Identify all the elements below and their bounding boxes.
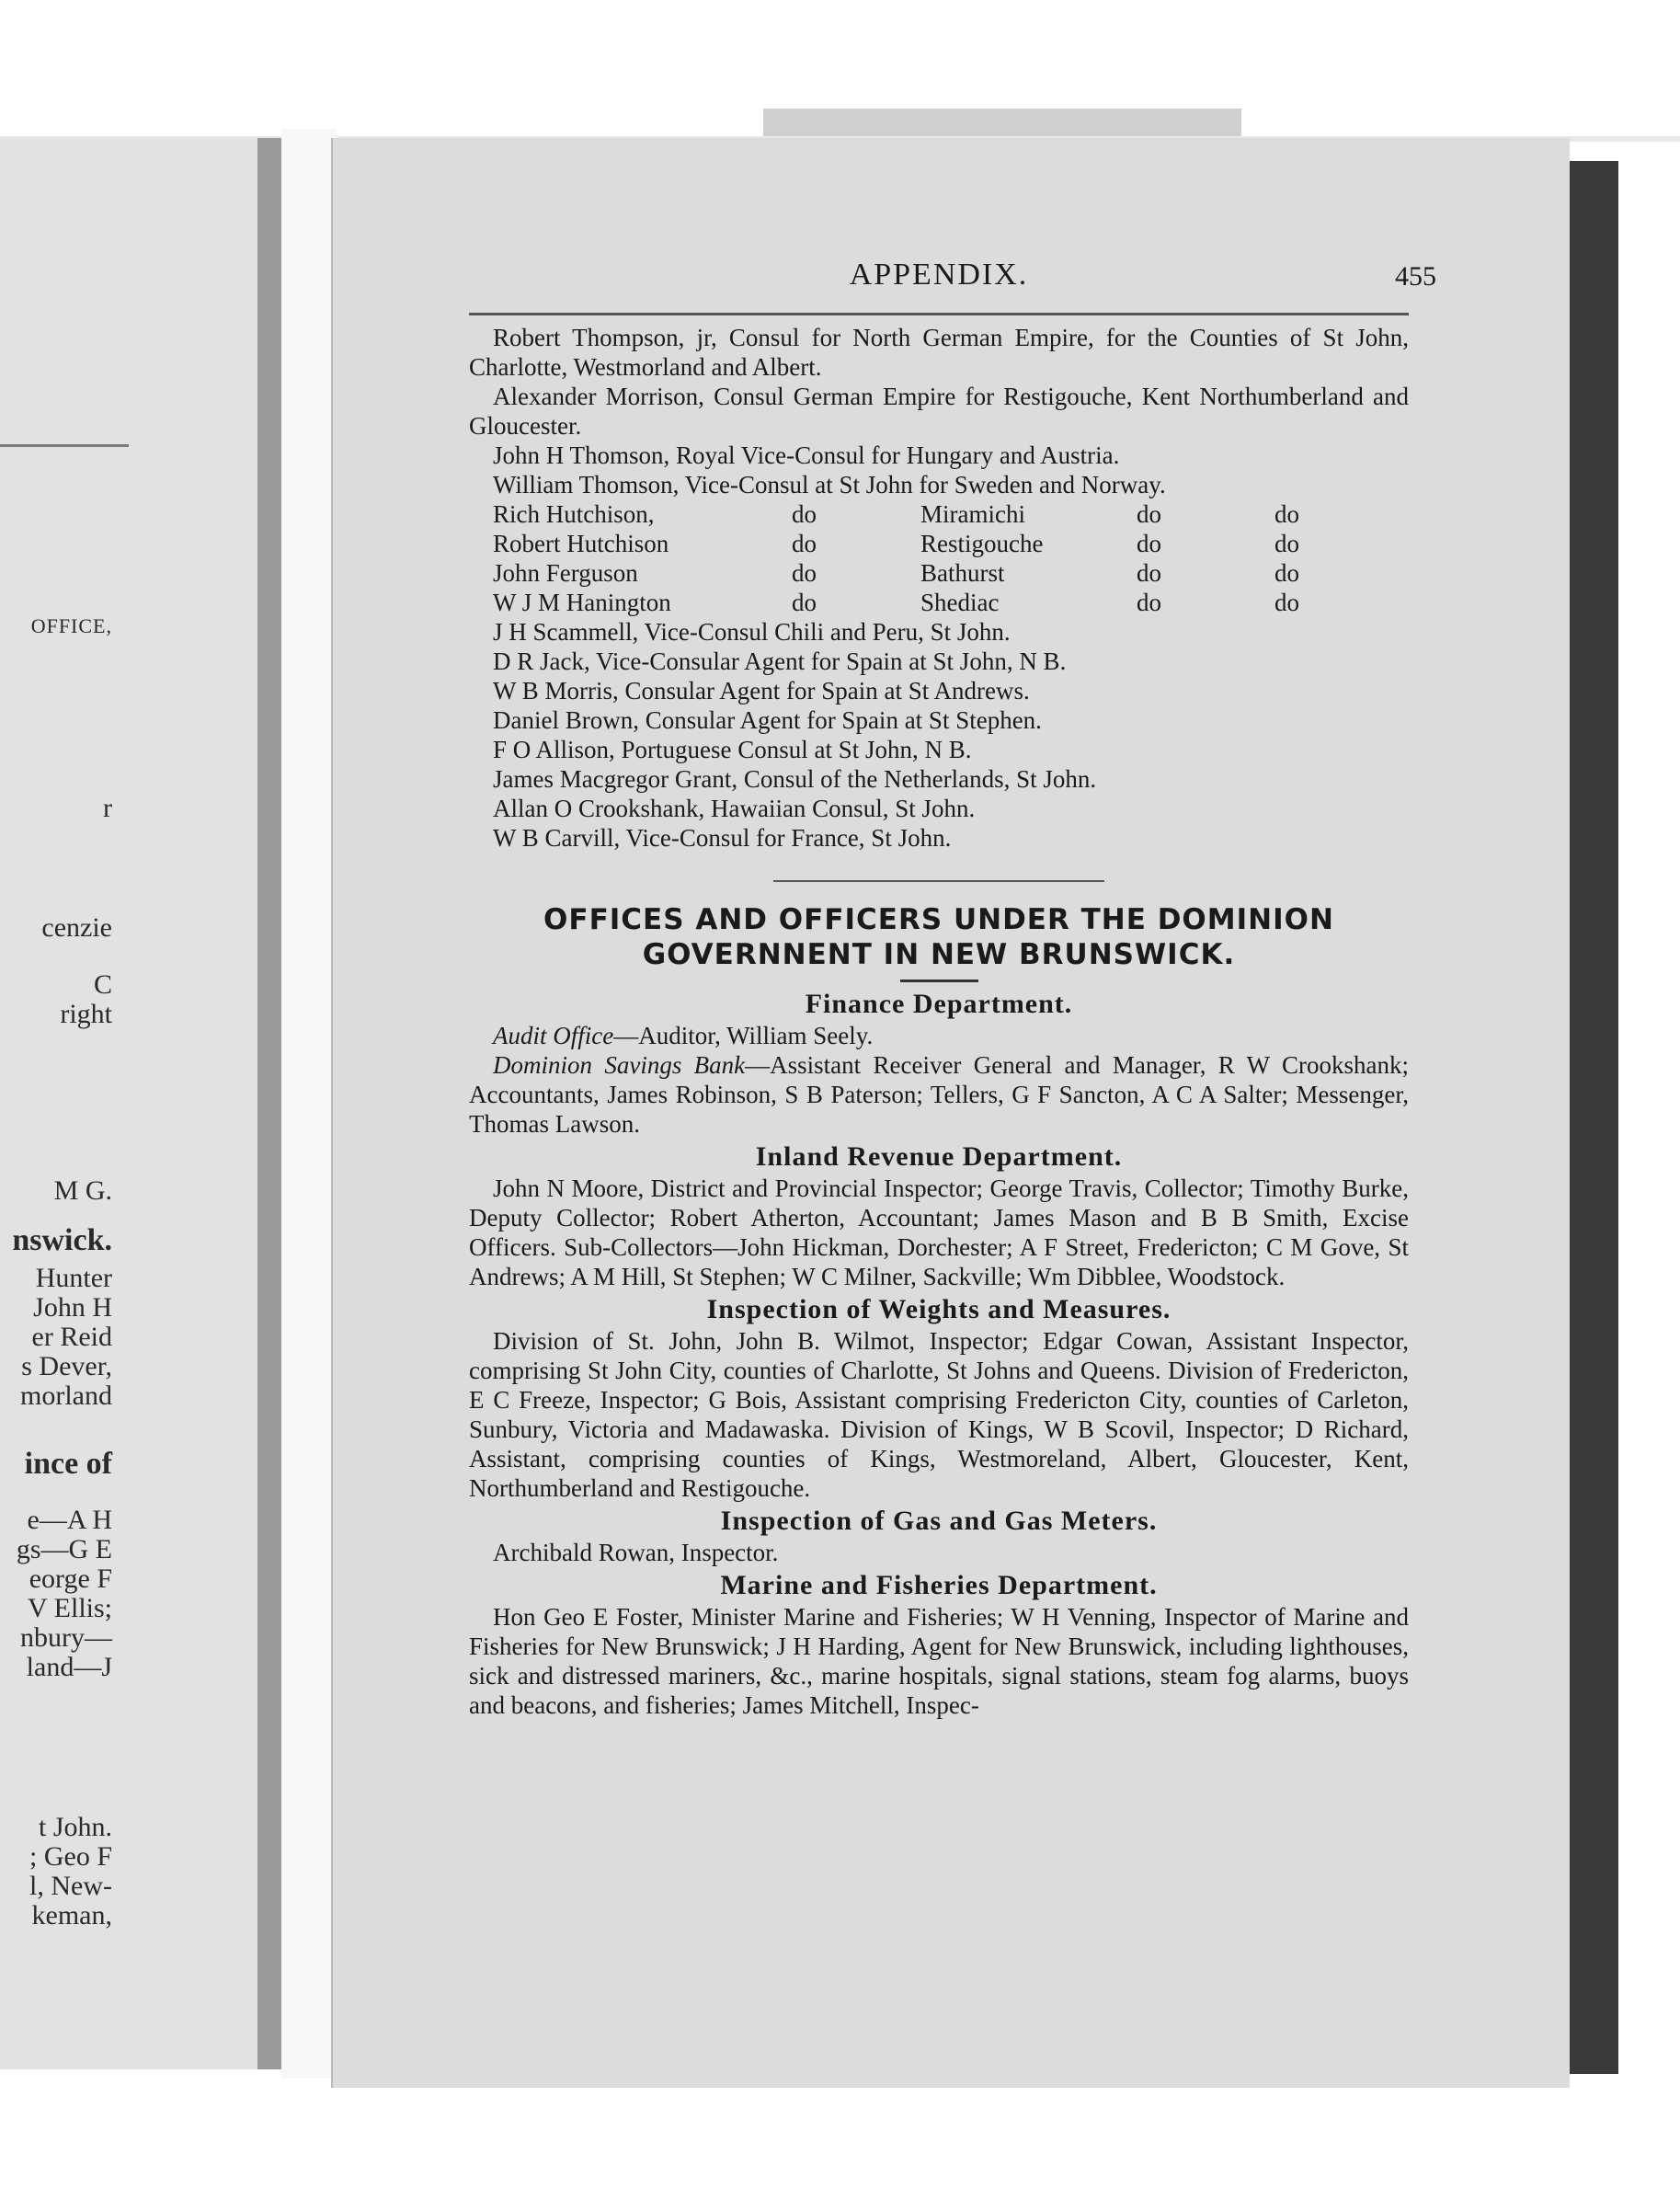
table-cell-place: Restigouche — [920, 529, 1044, 557]
consul-entry: Alexander Morrison, Consul German Empire for Restigouche, Kent Northumberland and Gloucester. — [469, 383, 1409, 440]
left-fragment: ince of — [24, 1447, 112, 1481]
section-heading-line: GOVERNNENT IN NEW BRUNSWICK. — [642, 938, 1236, 971]
table-cell-ditto: do — [1274, 499, 1299, 528]
table-cell-ditto: do — [1137, 588, 1161, 616]
audit-office-label: Audit Office — [493, 1022, 614, 1049]
section-heading-line: OFFICES AND OFFICERS UNDER THE DOMINION — [543, 903, 1334, 936]
left-fragment: ; Geo F — [29, 1841, 112, 1872]
left-fragment: r — [103, 793, 112, 823]
consul-entry: W B Morris, Consular Agent for Spain at St Andrews. — [493, 677, 1030, 705]
page-title: APPENDIX. — [849, 258, 1029, 292]
table-cell-name: Rich Hutchison, — [493, 499, 655, 528]
table-cell-name: W J M Hanington — [493, 588, 671, 616]
savings-bank-label: Dominion Savings Bank — [493, 1051, 746, 1079]
left-fragment: OFFICE, — [30, 614, 112, 637]
audit-office-text: —Auditor, William Seely. — [613, 1022, 874, 1049]
savings-bank-text: —Assistant Receiver General and Manager, R W Crookshank; Accountants, James Robinson, S B Paterson; Tellers, G F Sancton, A C A Salter; Messenger, Thomas Lawson. — [469, 1051, 1409, 1138]
dept-heading-marine: Marine and Fisheries Department. — [720, 1570, 1158, 1600]
left-page — [0, 138, 276, 2069]
page-number: 455 — [1395, 261, 1436, 292]
table-cell-ditto: do — [1274, 588, 1299, 616]
running-head — [469, 258, 1436, 307]
book-spine — [1563, 161, 1618, 2074]
table-cell-ditto: do — [792, 529, 817, 557]
table-cell-ditto: do — [792, 499, 817, 528]
table-row — [493, 588, 1299, 617]
table-cell-ditto: do — [1137, 529, 1161, 557]
left-fragment: V Ellis; — [28, 1593, 112, 1623]
table-cell-place: Miramichi — [920, 499, 1025, 528]
consul-entry: Daniel Brown, Consular Agent for Spain at St Stephen. — [493, 706, 1042, 734]
left-fragment: right — [60, 999, 112, 1029]
marine-text: Hon Geo E Foster, Minister Marine and Fisheries; W H Venning, Inspector of Marine and Fisheries for New Brunswick; J H Harding, Agent for New Brunswick, including lighthouses, sick and distressed mariners, &c., marine hospitals, signal stations, steam fog alarms, buoys and beacons, and fisheries; James Mitchell, Inspec- — [469, 1603, 1409, 1719]
table-cell-place: Bathurst — [920, 558, 1005, 587]
table-cell-ditto: do — [1137, 558, 1161, 587]
section-heading — [469, 902, 1409, 972]
left-fragment: morland — [20, 1380, 112, 1411]
left-fragment: keman, — [31, 1900, 112, 1930]
table-row — [493, 529, 1299, 558]
dept-heading-finance: Finance Department. — [805, 989, 1073, 1019]
left-fragment: l, New- — [29, 1871, 112, 1901]
dept-heading-weights: Inspection of Weights and Measures. — [706, 1294, 1171, 1324]
main-page — [331, 138, 1570, 2088]
left-fragment: eorge F — [29, 1564, 112, 1594]
left-fragment: Hunter — [35, 1263, 112, 1293]
gas-text: Archibald Rowan, Inspector. — [493, 1539, 779, 1566]
left-fragment: C — [93, 969, 112, 1000]
left-page-rule — [0, 444, 129, 447]
left-fragment: land—J — [26, 1652, 112, 1682]
left-page-edge — [257, 138, 281, 2069]
book-gutter — [281, 129, 337, 2079]
heading-rule — [900, 979, 978, 982]
left-fragment: s Dever, — [21, 1351, 112, 1381]
consul-entry: W B Carvill, Vice-Consul for France, St John. — [493, 824, 952, 852]
vice-consul-table — [493, 499, 1299, 617]
section-divider — [773, 880, 1104, 882]
table-cell-ditto: do — [792, 558, 817, 587]
table-cell-ditto: do — [792, 588, 817, 616]
table-cell-place: Shediac — [920, 588, 1000, 616]
consul-entry: James Macgregor Grant, Consul of the Netherlands, St John. — [493, 765, 1097, 793]
header-rule — [469, 313, 1409, 315]
finance-audit-entry — [469, 1021, 1409, 1050]
inland-revenue-text: John N Moore, District and Provincial Inspector; George Travis, Collector; Timothy Burke, Deputy Collector; Robert Atherton, Accountant; James Mason and B B Smith, Excise Officers. Sub-Collectors—John Hickman, Dorchester; A F Street, Fredericton; C M Gove, St Andrews; A M Hill, St Stephen; W C Milner, Sackville; Wm Dibblee, Woodstock. — [469, 1174, 1409, 1290]
left-fragment: M G. — [53, 1175, 112, 1206]
left-fragment: nswick. — [12, 1223, 112, 1257]
left-fragment: gs—G E — [16, 1534, 112, 1564]
left-fragment: e—A H — [27, 1505, 112, 1535]
table-row — [493, 558, 1299, 588]
table-cell-name: Robert Hutchison — [493, 529, 669, 557]
dept-heading-gas: Inspection of Gas and Gas Meters. — [720, 1506, 1158, 1536]
left-fragment: John H — [33, 1292, 112, 1323]
weights-text: Division of St. John, John B. Wilmot, Inspector; Edgar Cowan, Assistant Inspector, comprising St John City, counties of Charlotte, St Johns and Queens. Division of Fredericton, E C Freeze, Inspector; G Bois, Assistant comprising Fredericton City, counties of Carleton, Sunbury, Victoria and Madawaska. Division of Kings, W B Scovil, Inspector; D Richard, Assistant, comprising counties of Kings, Westmoreland, Albert, Gloucester, Kent, Northumberland and Restigouche. — [469, 1327, 1409, 1502]
consul-entry: J H Scammell, Vice-Consul Chili and Peru, St John. — [493, 618, 1011, 646]
left-fragment: t John. — [38, 1812, 112, 1842]
consul-entry: Robert Thompson, jr, Consul for North German Empire, for the Counties of St John, Charlotte, Westmorland and Albert. — [469, 324, 1409, 381]
table-cell-name: John Ferguson — [493, 558, 638, 587]
consul-entry: Allan O Crookshank, Hawaiian Consul, St John. — [493, 795, 976, 822]
table-row — [493, 499, 1299, 529]
consul-entry: F O Allison, Portuguese Consul at St John, N B. — [493, 736, 972, 763]
table-cell-ditto: do — [1137, 499, 1161, 528]
page-content — [469, 258, 1436, 1720]
left-fragment: cenzie — [41, 912, 112, 943]
finance-savings-entry — [469, 1050, 1409, 1139]
table-cell-ditto: do — [1274, 558, 1299, 587]
left-fragment: nbury— — [20, 1622, 112, 1653]
left-fragment: er Reid — [31, 1322, 112, 1352]
consul-entry: D R Jack, Vice-Consular Agent for Spain at St John, N B. — [493, 647, 1067, 675]
table-cell-ditto: do — [1274, 529, 1299, 557]
consul-entry: William Thomson, Vice-Consul at St John for Sweden and Norway. — [493, 471, 1166, 498]
scanner-tab — [763, 109, 1241, 136]
dept-heading-inland-revenue: Inland Revenue Department. — [755, 1141, 1123, 1172]
consul-entry: John H Thomson, Royal Vice-Consul for Hungary and Austria. — [493, 441, 1120, 469]
